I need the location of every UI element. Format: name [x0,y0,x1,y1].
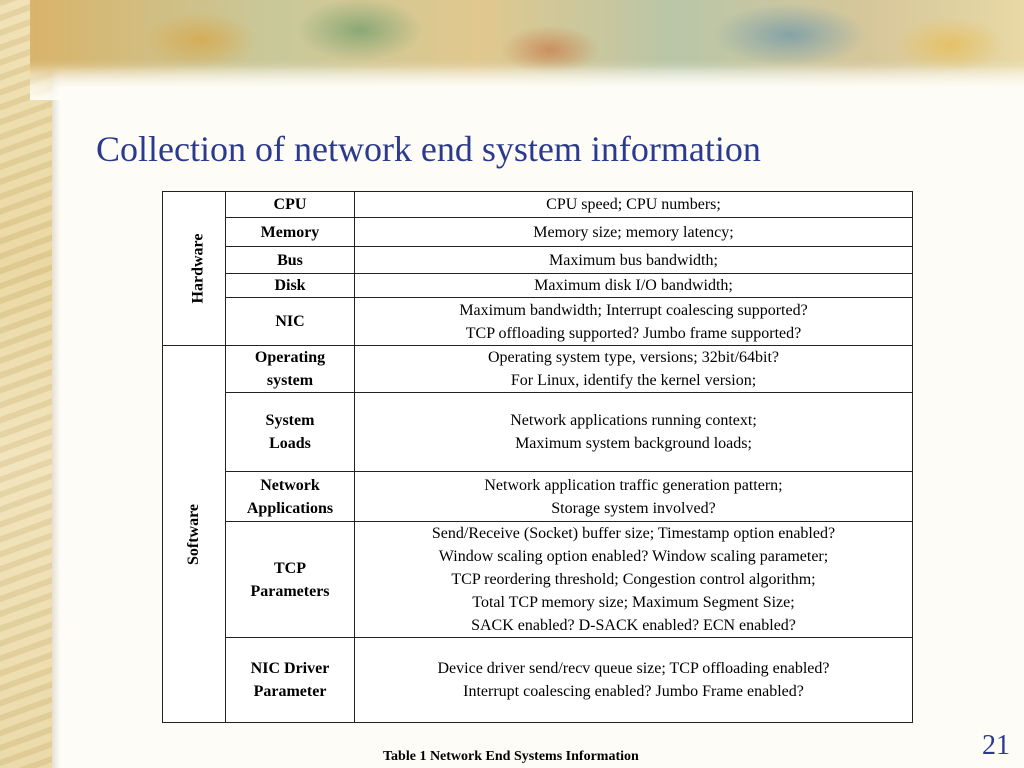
item-cell [226,247,355,274]
item-label: Disk [274,277,306,294]
detail-line: TCP offloading supported? Jumbo frame supported? [465,324,802,342]
detail-line: CPU speed; CPU numbers; [546,196,721,213]
item-cell [226,274,355,298]
item-label: Loads [269,435,311,452]
item-label: System [265,412,315,429]
item-cell [226,346,355,393]
detail-line: Maximum bandwidth; Interrupt coalescing supported? [459,301,808,319]
details-cell [355,218,913,247]
item-label: Network [260,476,320,494]
decorative-parchment-strip [0,0,52,768]
detail-line: SACK enabled? D-SACK enabled? ECN enabled? [471,617,796,634]
item-label: TCP [274,559,306,577]
detail-line: Window scaling option enabled? Window scaling parameter; [438,548,829,565]
item-cell [226,218,355,247]
detail-line: Maximum bus bandwidth; [549,251,718,269]
item-cell [226,638,355,723]
table-row [163,346,913,393]
item-label: CPU [273,196,307,213]
table-row [163,472,913,522]
item-cell [226,298,355,346]
detail-line: For Linux, identify the kernel version; [510,372,757,389]
slide-title: Collection of network end system information [96,129,761,169]
item-label: Bus [277,251,303,269]
details-cell [355,274,913,298]
detail-line: TCP reordering threshold; Congestion control algorithm; [451,571,816,588]
details-cell [355,247,913,274]
item-label: NIC [275,313,305,330]
detail-line: Device driver send/recv queue size; TCP offloading enabled? [437,660,830,677]
item-label: NIC Driver [250,660,330,677]
info-table [162,191,913,723]
details-cell [355,522,913,638]
detail-line: Interrupt coalescing enabled? Jumbo Frame enabled? [463,683,804,700]
table-row [163,393,913,472]
decorative-strip-shadow [52,0,60,768]
detail-line: Memory size; memory latency; [533,223,734,241]
table-row [163,192,913,218]
table-row [163,274,913,298]
item-label: Memory [260,223,320,241]
item-label: Operating [254,349,326,366]
details-cell [355,472,913,522]
table-caption: Table 1 Network End Systems Information [383,749,639,764]
item-cell [226,192,355,218]
item-cell [226,393,355,472]
detail-line: Network application traffic generation pattern; [484,476,783,494]
details-cell [355,298,913,346]
detail-line: Maximum system background loads; [515,435,752,452]
group-label: Hardware [189,233,207,304]
item-label: Applications [246,499,334,517]
detail-line: Storage system involved? [551,499,716,517]
item-cell [226,522,355,638]
group-label: Software [185,503,203,565]
detail-line: Total TCP memory size; Maximum Segment Size; [472,594,795,611]
table-row [163,218,913,247]
table-row [163,522,913,638]
decorative-banner-fade [30,60,1024,100]
item-label: system [266,372,314,389]
detail-line: Operating system type, versions; 32bit/64bit? [487,349,780,366]
details-cell [355,638,913,723]
table-row [163,298,913,346]
details-cell [355,346,913,393]
item-cell [226,472,355,522]
group-cell-hardware [163,192,226,346]
item-label: Parameters [250,582,330,600]
table-row [163,638,913,723]
detail-line: Network applications running context; [510,412,757,429]
detail-line: Maximum disk I/O bandwidth; [534,277,733,294]
details-cell [355,192,913,218]
page-number: 21 [982,730,1010,761]
item-label: Parameter [253,683,327,700]
details-cell [355,393,913,472]
group-cell-software [163,346,226,723]
detail-line: Send/Receive (Socket) buffer size; Timestamp option enabled? [431,525,836,542]
table-row [163,247,913,274]
